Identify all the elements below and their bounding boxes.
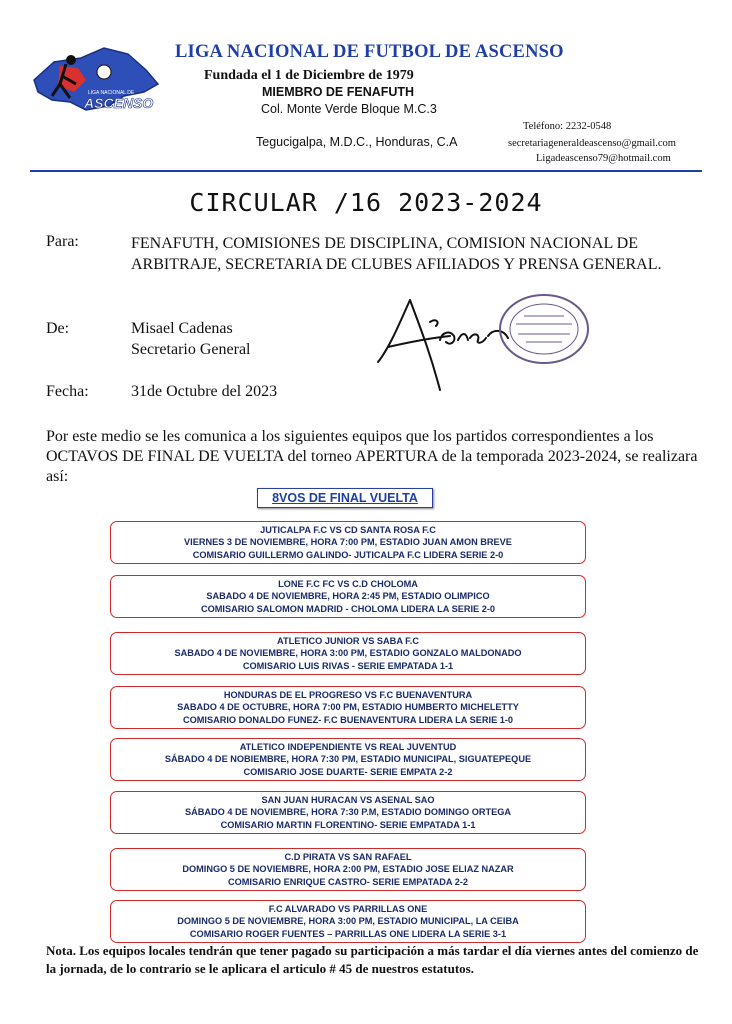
match-teams: C.D PIRATA VS SAN RAFAEL — [284, 852, 412, 862]
match-teams: F.C ALVARADO VS PARRILLAS ONE — [268, 904, 428, 914]
match-when: VIERNES 3 DE NOVIEMBRE, HORA 7:00 PM, ESTADIO JUAN AMON BREVE — [184, 537, 512, 548]
para-label: Para: — [46, 233, 79, 250]
address-line-1: Col. Monte Verde Bloque M.C.3 — [261, 102, 437, 116]
match-when: DOMINGO 5 DE NOVIEMBRE, HORA 3:00 PM, ESTADIO MUNICIPAL, LA CEIBA — [177, 916, 519, 927]
match-card-1 — [110, 521, 586, 564]
de-label: De: — [46, 320, 70, 337]
founded-date: Fundada el 1 de Diciembre de 1979 — [204, 68, 414, 83]
circular-title: CIRCULAR /16 2023-2024 — [189, 188, 543, 217]
sender-name: Misael Cadenas — [131, 320, 233, 337]
match-card-2 — [110, 575, 586, 618]
match-commissioner: COMISARIO JOSE DUARTE- SERIE EMPATA 2-2 — [243, 766, 453, 777]
match-card-5 — [110, 738, 586, 781]
match-when: SÁBADO 4 DE NOBIEMBRE, HORA 7:30 PM, ESTADIO MUNICIPAL, SIGUATEPEQUE — [164, 754, 532, 765]
match-when: SABADO 4 DE OCTUBRE, HORA 7:00 PM, ESTADIO HUMBERTO MICHELETTY — [177, 702, 519, 713]
match-when: SABADO 4 DE NOVIEMBRE, HORA 3:00 PM, ESTADIO GONZALO MALDONADO — [174, 648, 522, 659]
match-card-4 — [110, 686, 586, 729]
fecha-label: Fecha: — [46, 383, 89, 400]
membership: MIEMBRO DE FENAFUTH — [262, 85, 415, 99]
league-logo — [26, 40, 166, 122]
phone: Teléfono: 2232-0548 — [523, 121, 612, 132]
official-seal-icon — [496, 290, 592, 368]
logo-text: ASCENSO — [84, 95, 154, 111]
fecha-value: 31de Octubre del 2023 — [131, 383, 278, 400]
match-card-8 — [110, 900, 586, 943]
email-gmail[interactable]: secretariageneraldeascenso@gmail.com — [508, 138, 676, 149]
para-value: FENAFUTH, COMISIONES DE DISCIPLINA, COMISION NACIONAL DE ARBITRAJE, SECRETARIA DE CLUBES AFILIADOS Y PRENSA GENERAL. — [131, 235, 662, 273]
match-when: SÁBADO 4 DE NOVIEMBRE, HORA 7:30 P.M, ESTADIO DOMINGO ORTEGA — [184, 807, 512, 818]
match-commissioner: COMISARIO MARTIN FLORENTINO- SERIE EMPATADA 1-1 — [220, 819, 476, 830]
match-card-6 — [110, 791, 586, 834]
address-line-2: Tegucigalpa, M.D.C., Honduras, C.A — [256, 135, 458, 149]
header-divider — [30, 170, 702, 172]
match-commissioner: COMISARIO ENRIQUE CASTRO- SERIE EMPATADA 2-2 — [227, 876, 469, 887]
match-commissioner: COMISARIO LUIS RIVAS - SERIE EMPATADA 1-1 — [242, 660, 454, 671]
match-teams: ATLETICO JUNIOR VS SABA F.C — [277, 636, 419, 646]
match-when: DOMINGO 5 DE NOVIEMBRE, HORA 2:00 PM, ESTADIO JOSE ELIAZ NAZAR — [182, 864, 514, 875]
intro-paragraph: Por este medio se les comunica a los siguientes equipos que los partidos correspondientes a los OCTAVOS DE FINAL DE VUELTA del torneo APERTURA de la temporada 2023-2024, se realizara así: — [46, 428, 698, 485]
match-commissioner: COMISARIO DONALDO FUNEZ- F.C BUENAVENTURA LIDERA LA SERIE 1-0 — [182, 714, 514, 725]
match-card-3 — [110, 632, 586, 675]
match-commissioner: COMISARIO ROGER FUENTES – PARRILLAS ONE LIDERA LA SERIE 3-1 — [189, 928, 507, 939]
match-teams: ATLETICO INDEPENDIENTE VS REAL JUVENTUD — [239, 742, 457, 752]
match-commissioner: COMISARIO SALOMON MADRID - CHOLOMA LIDERA LA SERIE 2-0 — [201, 603, 495, 614]
match-commissioner: COMISARIO GUILLERMO GALINDO- JUTICALPA F.C LIDERA SERIE 2-0 — [192, 549, 504, 560]
match-card-7 — [110, 848, 586, 891]
match-teams: JUTICALPA F.C VS CD SANTA ROSA F.C — [260, 525, 436, 535]
sender-role: Secretario General — [131, 341, 251, 358]
match-teams: SAN JUAN HURACAN VS ASENAL SAO — [261, 795, 435, 805]
match-when: SABADO 4 DE NOVIEMBRE, HORA 2:45 PM, ESTADIO OLIMPICO — [206, 591, 490, 602]
logo-small-text: LIGA NACIONAL DE — [88, 90, 135, 96]
match-teams: HONDURAS DE EL PROGRESO VS F.C BUENAVENTURA — [223, 690, 473, 700]
org-name: LIGA NACIONAL DE FUTBOL DE ASCENSO — [175, 42, 564, 62]
footer-note: Nota. Los equipos locales tendrán que tener pagado su participación a más tardar el día viernes antes del comienzo de la jornada, de lo contrario se le aplicara el articulo # 45 de nuestros estatutos. — [46, 943, 699, 976]
match-teams: LONE F.C FC VS C.D CHOLOMA — [278, 579, 418, 589]
schedule-heading: 8VOS DE FINAL VUELTA — [257, 488, 433, 508]
email-hotmail[interactable]: Ligadeascenso79@hotmail.com — [536, 153, 671, 164]
